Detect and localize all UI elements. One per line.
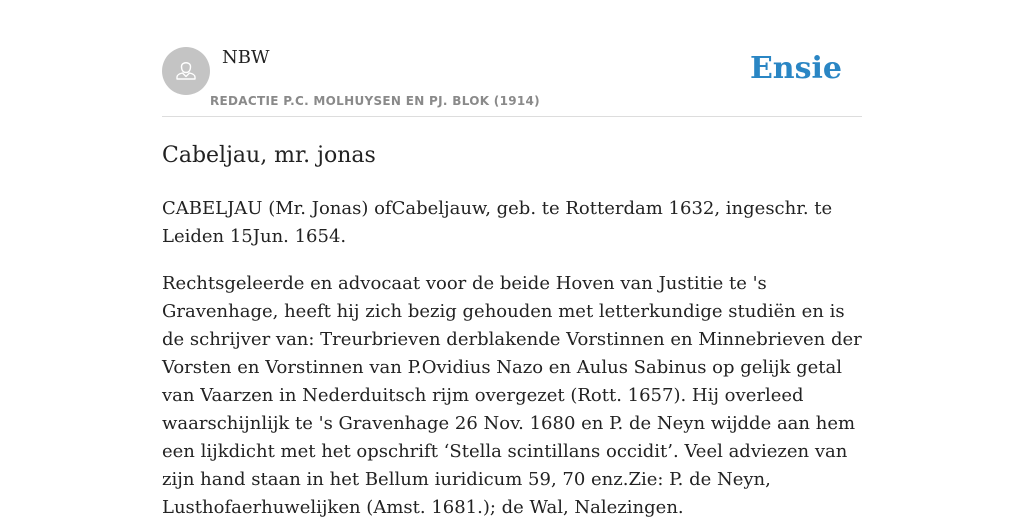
user-silhouette-icon [172, 55, 200, 87]
article-header [162, 0, 862, 117]
article-title: Cabeljau, mr. jonas [162, 143, 376, 168]
article-paragraph-1: CABELJAU (Mr. Jonas) ofCabeljauw, geb. te Rotterdam 1632, ingeschr. te Leiden 15Jun. 1654. [162, 198, 833, 247]
author-avatar[interactable] [162, 47, 210, 95]
article-paragraph-2: Rechtsgeleerde en advocaat voor de beide Hoven van Justitie te 's Gravenhage, heeft hij zich bezig gehouden met letterkundige studiën en is de schrijver van: Treurbrieven derblakende Vorstinnen en Minnebrieven der Vorsten en Vorstinnen van P.Ovidius Nazo en Aulus Sabinus op gelijk getal van Vaarzen in Nederduitsch rijm overgezet (Rott. 1657). Hij overleed waarschijnlijk te 's Gravenhage 26 Nov. 1680 en P. de Neyn wijdde aan hem een lijkdicht met het opschrift ‘Stella scintillans occidit’. Veel adviezen van zijn hand staan in het Bellum iuridicum 59, 70 enz.Zie: P. de Neyn, Lusthofaerhuwelijken (Amst. 1681.); de Wal, Nalezingen. [162, 273, 862, 518]
author-name[interactable]: NBW [222, 47, 270, 68]
ensie-logo[interactable]: Ensie [749, 51, 842, 86]
article-page [162, 0, 862, 518]
source-attribution: REDACTIE P.C. MOLHUYSEN EN PJ. BLOK (1914) [210, 94, 540, 108]
